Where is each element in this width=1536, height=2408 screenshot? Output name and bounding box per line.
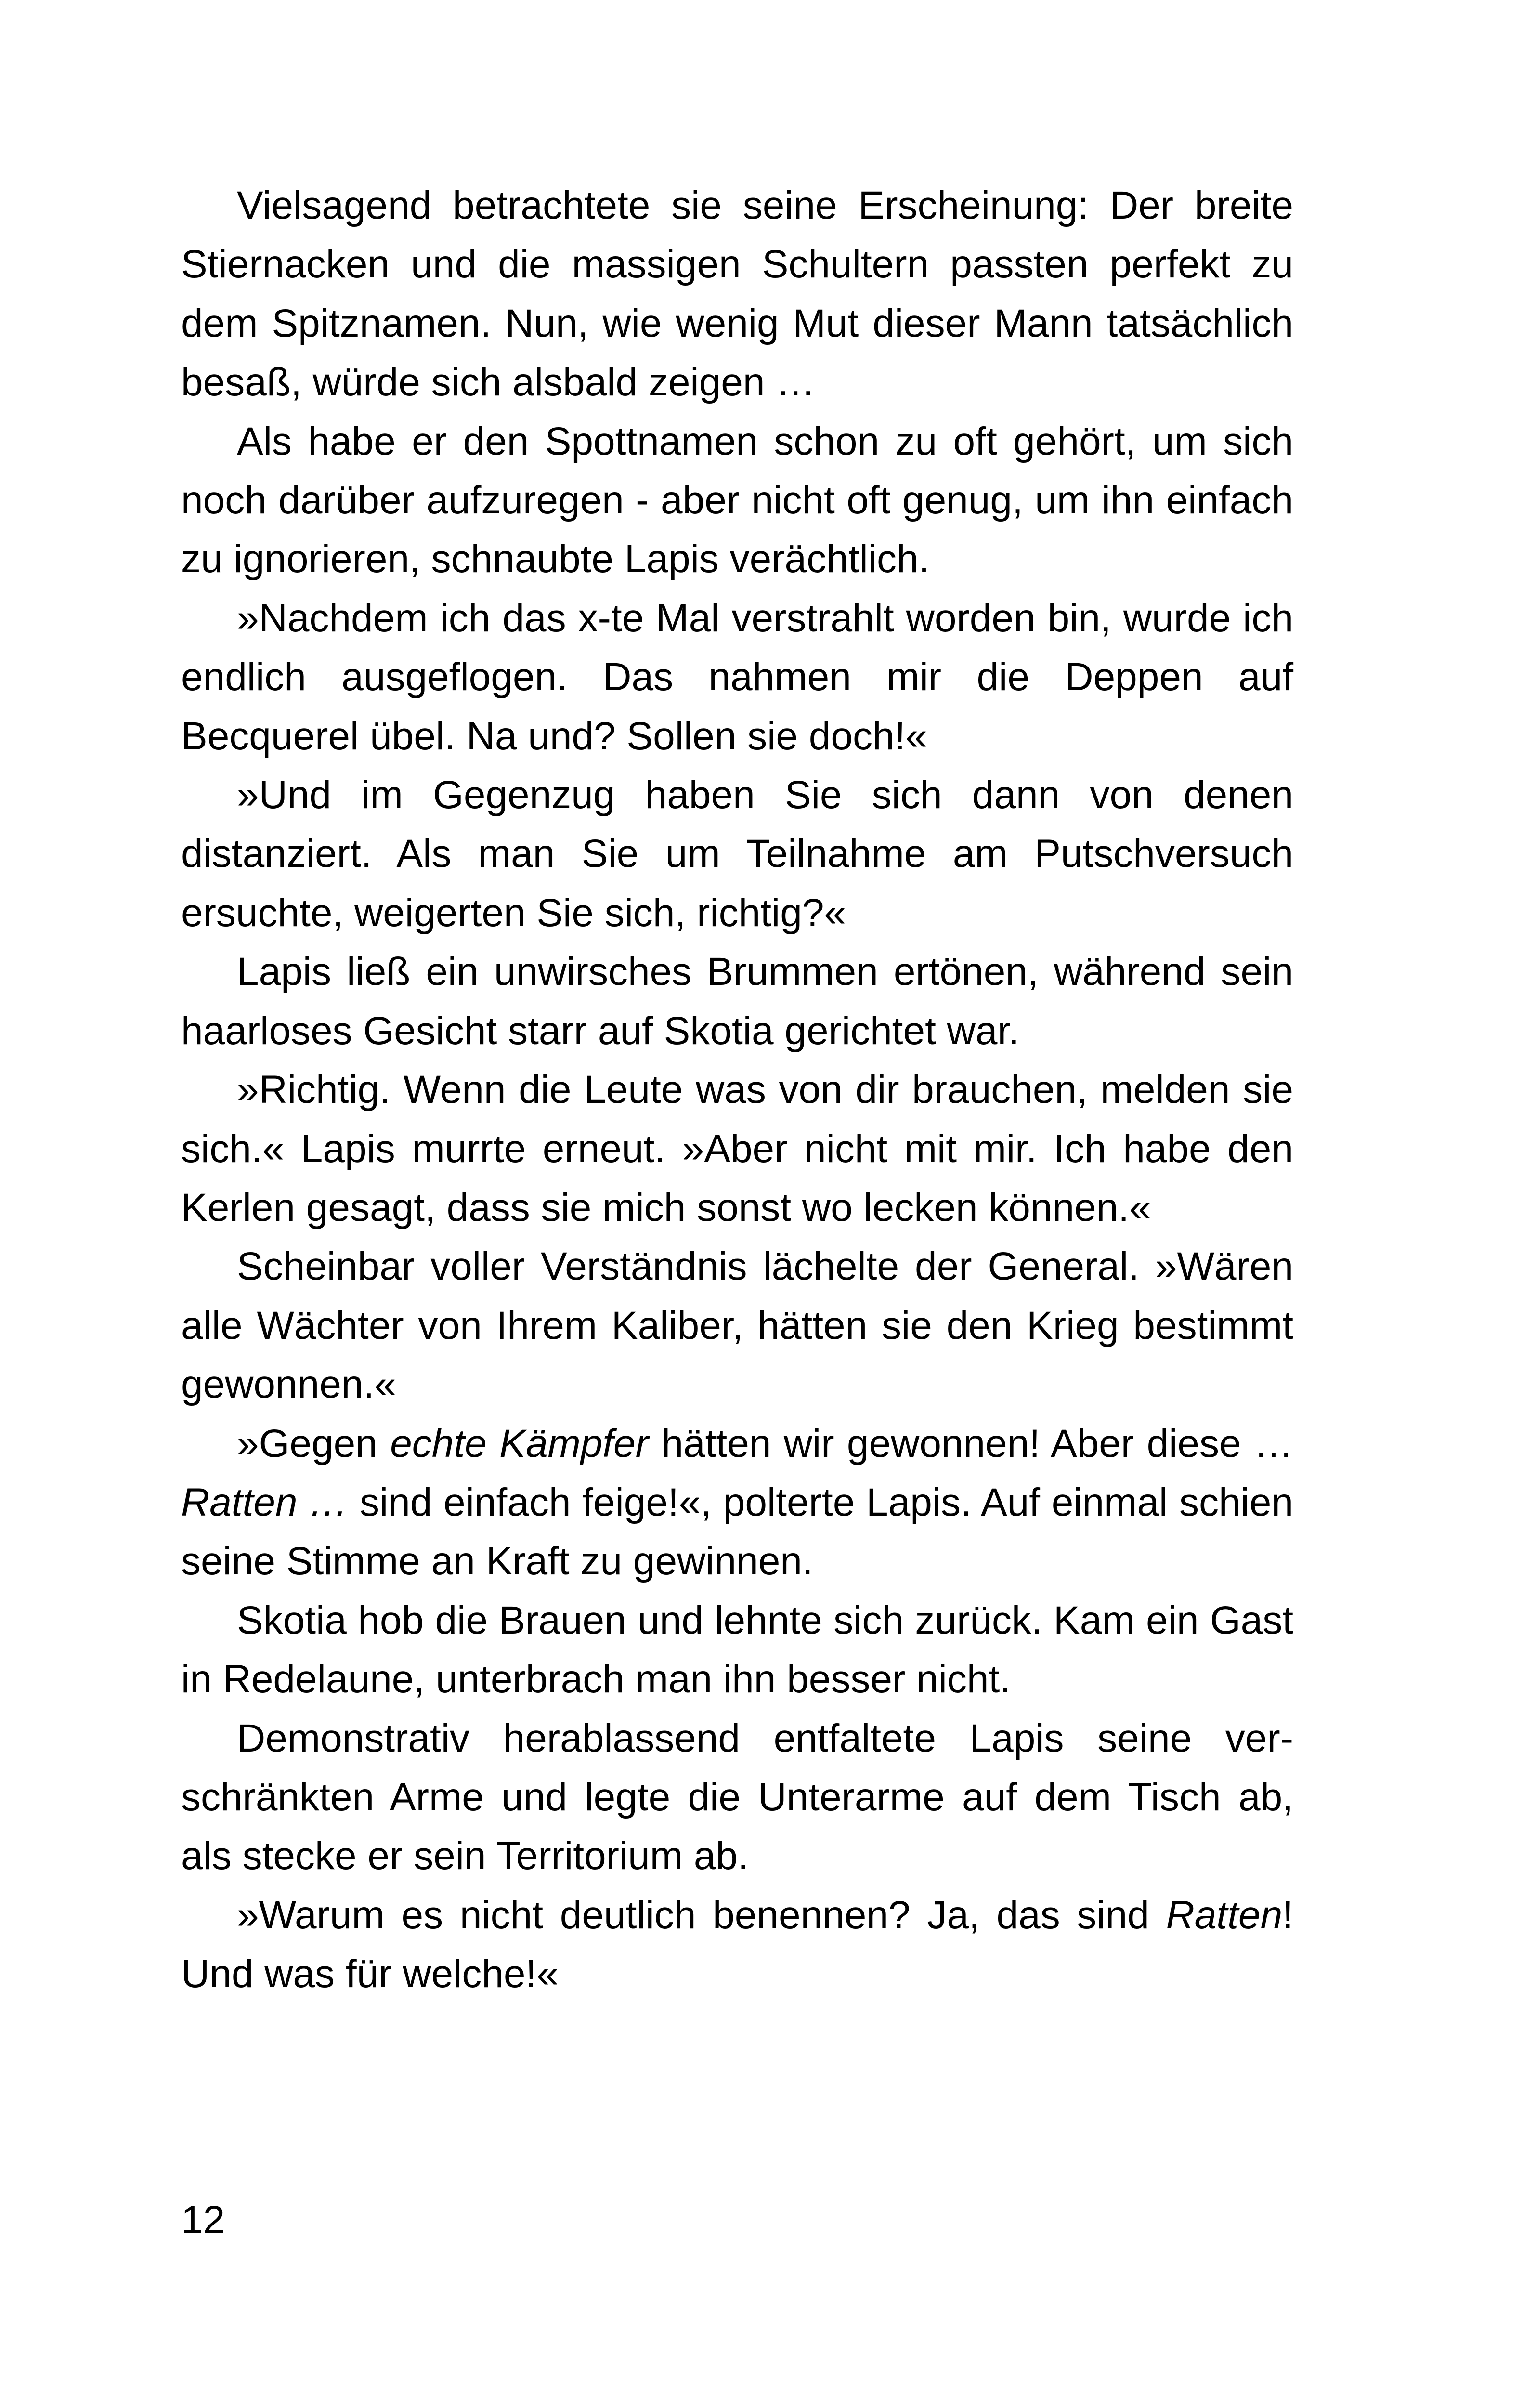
text-run: Als habe er den Spottnamen schon zu oft gehört, um sich noch darüber aufzuregen - aber nicht oft genug, um ihn einfach zu ignorieren, schnaubte Lapis verächtlich. [181,419,1293,581]
text-run: hätten wir gewonnen! Aber diese … [649,1421,1293,1466]
text-run: Lapis ließ ein unwirsches Brummen ertönen, während sein haarloses Gesicht starr auf Skotia gerichtet war. [181,950,1293,1053]
paragraph [181,412,1293,589]
text-run: Demonstrativ herablassend entfaltete Lapis seine verschränkten Arme und legte die Unterarme auf dem Tisch ab, als stecke er sein Territorium ab. [181,1716,1293,1878]
paragraph [181,1709,1293,1886]
paragraph [181,1886,1293,2004]
text-run: Scheinbar voller Verständnis lächelte der General. »Wären alle Wächter von Ihrem Kaliber, hätten sie den Krieg bestimmt gewonnen.« [181,1244,1293,1407]
text-run: »Und im Gegenzug haben Sie sich dann von denen distanziert. Als man Sie um Teilnahme am Putschversuch ersuchte, weigerten Sie sich, richtig?« [181,773,1293,935]
paragraph [181,589,1293,766]
italic-text: Ratten … [181,1480,349,1524]
text-run: »Richtig. Wenn die Leute was von dir brauchen, melden sie sich.« Lapis murrte erneut. »Aber nicht mit mir. Ich habe den Kerlen gesagt, dass sie mich sonst wo lecken können.« [181,1068,1293,1230]
page-body [181,176,1293,2004]
italic-text: Ratten [1166,1893,1283,1937]
text-run: »Nachdem ich das x-te Mal verstrahlt worden bin, wurde ich endlich ausgeflogen. Das nahmen mir die Deppen auf Becquerel übel. Na und? Sollen sie doch!« [181,596,1293,758]
text-run: »Warum es nicht deutlich benennen? Ja, das sind [237,1893,1166,1937]
paragraph [181,1237,1293,1414]
text-run: »Gegen [237,1421,391,1466]
italic-text: echte Kämpfer [390,1421,649,1466]
text-run: Skotia hob die Brauen und lehnte sich zurück. Kam ein Gast in Redelaune, unterbrach man ihn besser nicht. [181,1598,1293,1701]
paragraph [181,1591,1293,1709]
text-run: ! Und was für welche!« [181,1893,1293,1996]
page-number: 12 [181,2198,225,2242]
text-run: sind einfach feige!«, polterte Lapis. Auf einmal schien seine Stimme an Kraft zu gewinnen. [181,1480,1293,1584]
paragraph [181,766,1293,942]
text-run: Vielsagend betrachtete sie seine Erscheinung: Der breite Stiernacken und die massigen Schultern passten perfekt zu dem Spitznamen. Nun, wie wenig Mut dieser Mann tatsächlich besaß, würde sich alsbald zeigen … [181,183,1293,405]
paragraph [181,942,1293,1060]
paragraph [181,1414,1293,1591]
paragraph [181,176,1293,412]
paragraph [181,1060,1293,1237]
